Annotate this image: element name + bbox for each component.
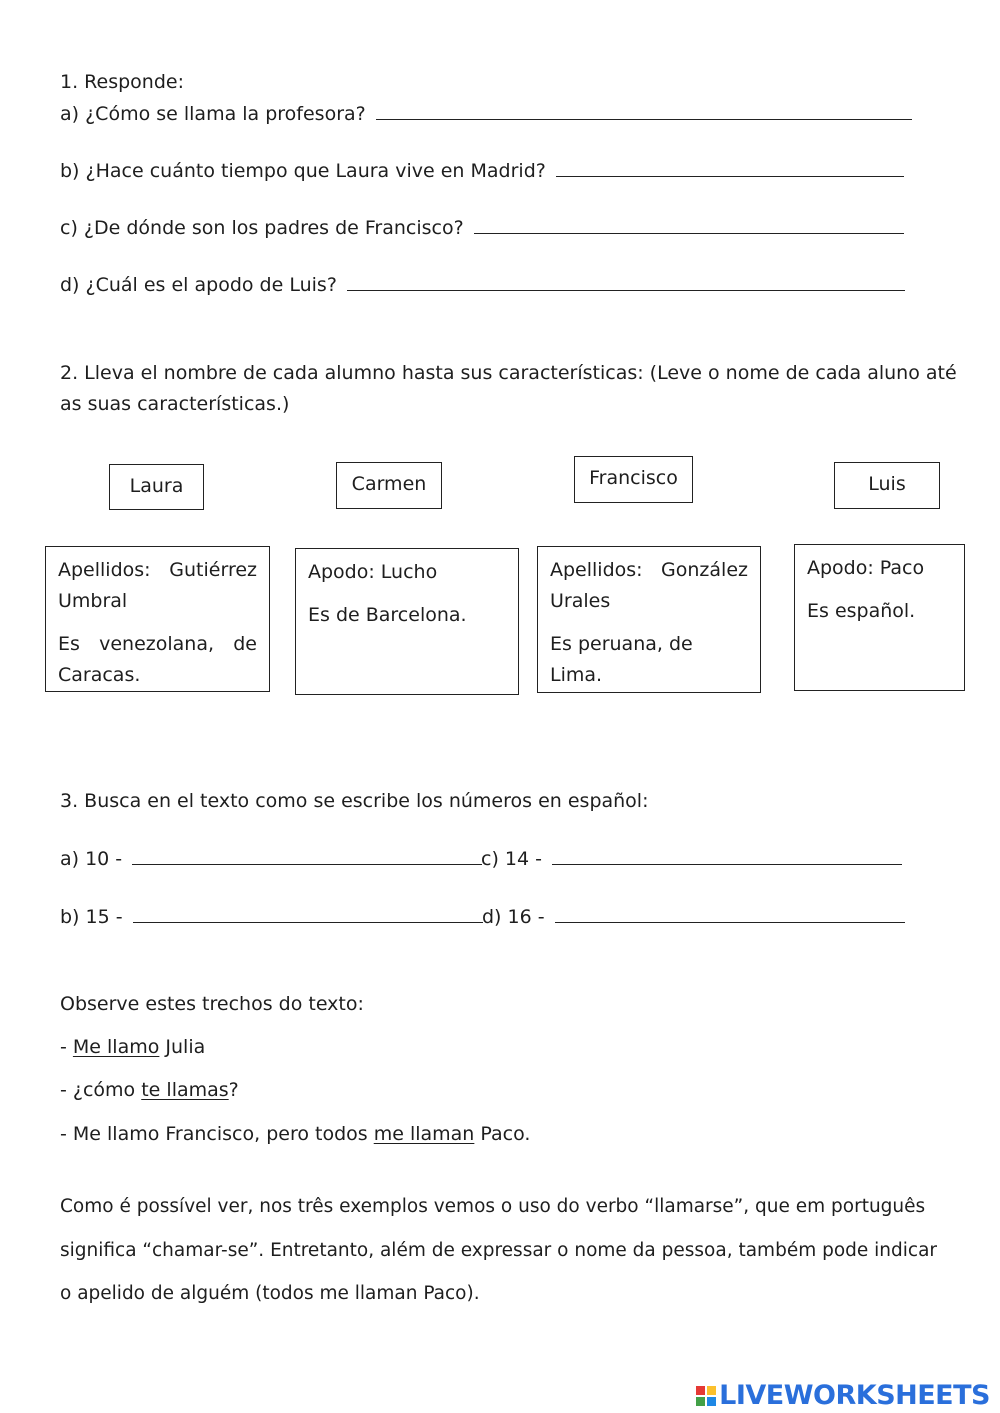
answer-line-d[interactable] — [347, 272, 905, 291]
question-a — [60, 101, 912, 126]
example-1 — [60, 1035, 205, 1059]
example-2-prefix: - ¿cómo — [60, 1079, 142, 1101]
question-d-text: d) ¿Cuál es el apodo de Luis? — [60, 274, 337, 296]
number-item-c — [481, 846, 902, 871]
card-2-line-1: Apodo: Lucho — [308, 561, 438, 583]
example-2 — [60, 1078, 239, 1102]
section-2-title-line-1: 2. Lleva el nombre de cada alumno hasta sus características: (Leve o nome de cada aluno até — [60, 362, 957, 384]
card-lucho[interactable] — [295, 548, 519, 695]
example-1-prefix: - — [60, 1036, 73, 1058]
example-1-suffix: Julia — [159, 1036, 206, 1058]
answer-line-b[interactable] — [556, 158, 904, 177]
number-b-line[interactable] — [133, 904, 483, 923]
card-4-line-1: Apodo: Paco — [807, 557, 925, 579]
card-3-line-2: Urales — [550, 590, 611, 612]
card-1-line-1: Apellidos: Gutiérrez — [58, 559, 257, 581]
number-item-b — [60, 904, 483, 929]
section-2-title-line-2: as suas características.) — [60, 393, 290, 415]
number-a-label: a) 10 - — [60, 848, 123, 870]
number-b-label: b) 15 - — [60, 906, 123, 928]
card-1-line-2: Umbral — [58, 590, 128, 612]
logo-square-blue — [707, 1397, 716, 1406]
question-c-text: c) ¿De dónde son los padres de Francisco? — [60, 217, 464, 239]
logo-square-green — [696, 1397, 705, 1406]
card-gonzalez[interactable] — [537, 546, 761, 693]
example-2-underlined: te llamas — [141, 1079, 229, 1101]
example-3-underlined: me llaman — [373, 1123, 475, 1145]
logo-square-red — [696, 1386, 705, 1395]
card-4-line-2: Es español. — [807, 600, 916, 622]
name-box-luis[interactable]: Luis — [834, 462, 940, 509]
card-paco[interactable] — [794, 544, 965, 691]
observe-intro: Observe estes trechos do texto: — [60, 993, 364, 1015]
number-a-line[interactable] — [132, 846, 482, 865]
card-1-line-4: Caracas. — [58, 664, 141, 686]
card-gutierrez[interactable] — [45, 546, 270, 692]
example-2-suffix: ? — [228, 1079, 239, 1101]
number-item-a — [60, 846, 482, 871]
name-box-francisco[interactable]: Francisco — [574, 456, 693, 503]
logo-square-yellow — [707, 1386, 716, 1395]
question-a-text: a) ¿Cómo se llama la profesora? — [60, 103, 366, 125]
number-d-line[interactable] — [555, 904, 905, 923]
answer-line-c[interactable] — [474, 215, 904, 234]
paragraph-line-3: o apelido de alguém (todos me llaman Paco). — [60, 1283, 480, 1304]
section-3-title: 3. Busca en el texto como se escribe los números en español: — [60, 790, 649, 812]
liveworksheets-logo — [696, 1380, 990, 1411]
card-2-line-2: Es de Barcelona. — [308, 604, 467, 626]
section-1-title: 1. Responde: — [60, 71, 184, 93]
example-1-underlined: Me llamo — [72, 1036, 160, 1058]
example-3-suffix: Paco. — [474, 1123, 531, 1145]
example-3 — [60, 1122, 530, 1146]
answer-line-a[interactable] — [376, 101, 912, 120]
question-c — [60, 215, 904, 240]
question-b — [60, 158, 904, 183]
paragraph-line-2: significa “chamar-se”. Entretanto, além de expressar o nome da pessoa, também pode indicar — [60, 1240, 938, 1261]
card-1-line-3: Es venezolana, de — [58, 633, 257, 655]
card-3-line-3: Es peruana, de Lima. — [550, 633, 693, 686]
question-b-text: b) ¿Hace cuánto tiempo que Laura vive en Madrid? — [60, 160, 546, 182]
card-3-line-1: Apellidos: González — [550, 559, 748, 581]
number-c-label: c) 14 - — [481, 848, 542, 870]
number-item-d — [482, 904, 905, 929]
number-c-line[interactable] — [552, 846, 902, 865]
name-box-laura[interactable]: Laura — [109, 464, 204, 510]
name-box-carmen[interactable]: Carmen — [336, 462, 442, 509]
example-3-prefix: - Me llamo Francisco, pero todos — [60, 1123, 374, 1145]
question-d — [60, 272, 905, 297]
logo-grid-icon — [696, 1386, 716, 1406]
logo-text: LIVEWORKSHEETS — [719, 1380, 990, 1411]
paragraph-line-1: Como é possível ver, nos três exemplos vemos o uso do verbo “llamarse”, que em português — [60, 1196, 926, 1217]
number-d-label: d) 16 - — [482, 906, 545, 928]
